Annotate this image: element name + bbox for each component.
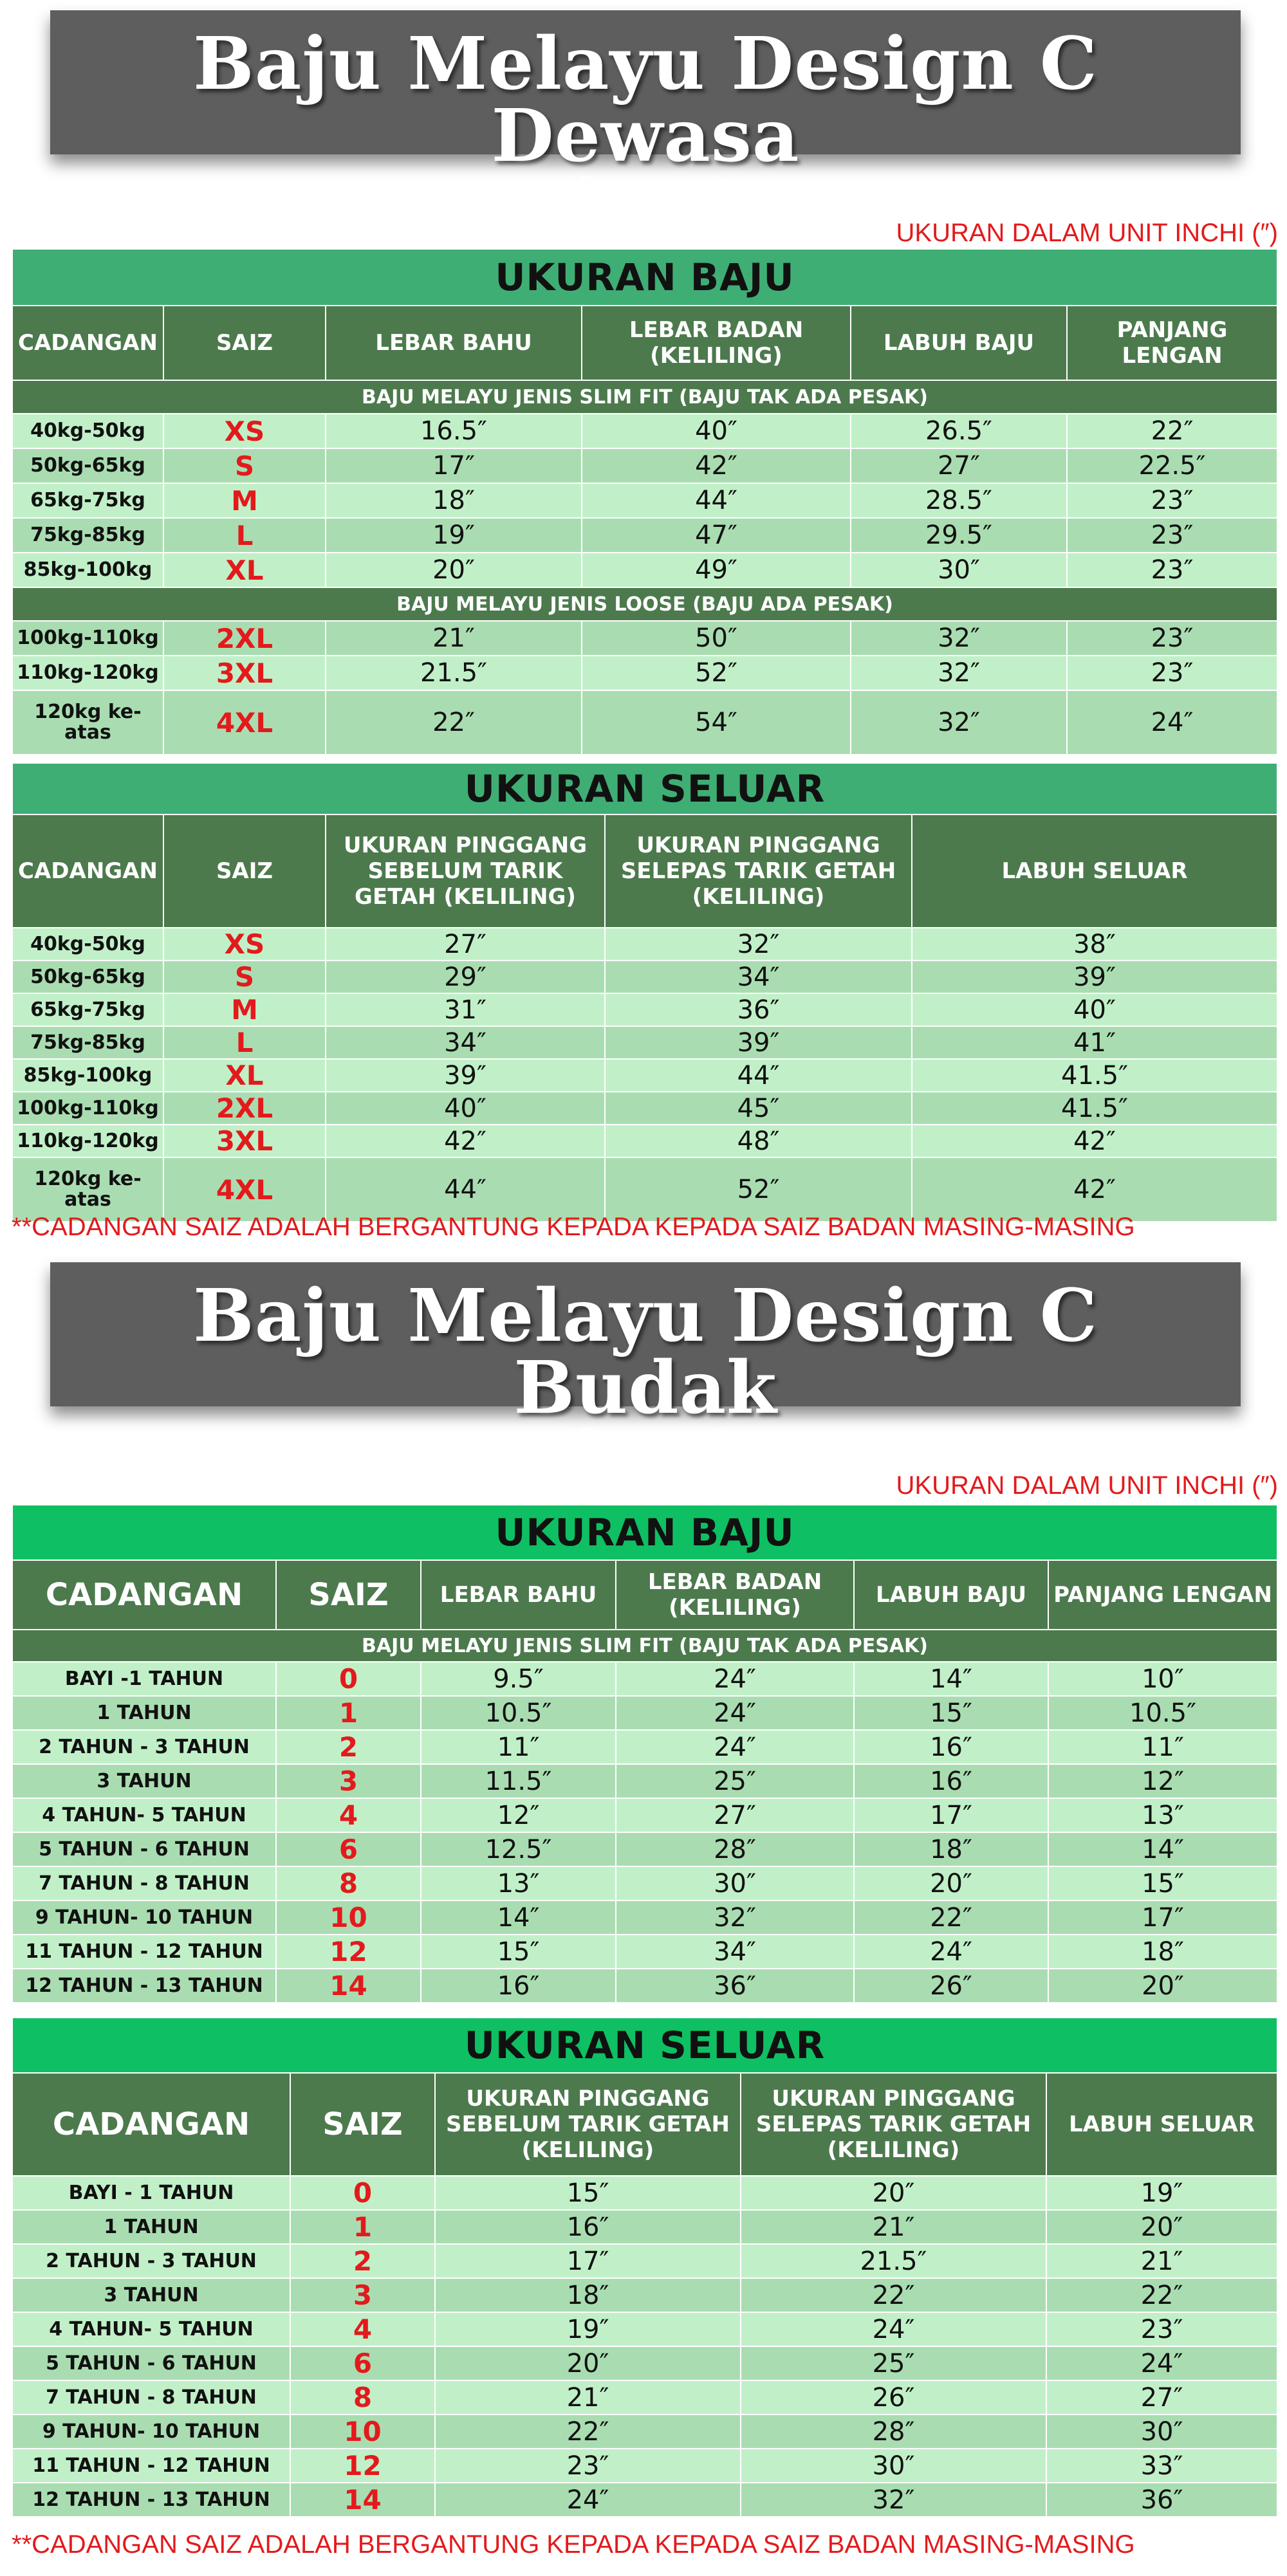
adult-title: Baju Melayu Design C Dewasa [193,22,1098,178]
table-title-row [12,2018,1277,2073]
measurement-cell: 14″ [854,1662,1048,1696]
adult-seluar-table [12,762,1278,1222]
size-recommendation-cell: 4 TAHUN- 5 TAHUN [12,1798,276,1832]
size-recommendation-cell: 4 TAHUN- 5 TAHUN [12,2312,290,2346]
size-code-cell: 4 [290,2312,435,2346]
adult-title-banner [50,10,1241,201]
measurement-cell: 11.5″ [421,1764,616,1798]
size-code-cell: 2 [290,2244,435,2278]
table-row [12,1662,1277,1696]
column-header: SAIZ [163,306,326,380]
size-recommendation-cell: 5 TAHUN - 6 TAHUN [12,1832,276,1866]
size-code-cell: 1 [290,2210,435,2244]
measurement-cell: 24″ [741,2312,1046,2346]
measurement-cell: 29.5″ [851,518,1067,553]
table-row [12,448,1277,483]
table-row [12,2210,1277,2244]
subsection-row [12,1630,1277,1662]
measurement-cell: 36″ [616,1969,854,2003]
measurement-cell: 10″ [1048,1662,1277,1696]
measurement-cell: 15″ [435,2176,741,2210]
measurement-cell: 52″ [605,1157,912,1222]
table-row [12,553,1277,587]
measurement-cell: 29″ [326,961,605,993]
table-title: UKURAN SELUAR [12,2018,1277,2073]
measurement-cell: 17″ [854,1798,1048,1832]
table-header-row [12,814,1277,928]
measurement-cell: 23″ [435,2449,741,2483]
size-recommendation-cell: 50kg-65kg [12,448,163,483]
table-row [12,2415,1277,2449]
measurement-cell: 16″ [435,2210,741,2244]
size-code-cell: 14 [276,1969,421,2003]
size-recommendation-cell: 85kg-100kg [12,1059,163,1092]
size-code-cell: XS [163,414,326,448]
size-code-cell: 4XL [163,1157,326,1222]
column-header: LABUH BAJU [854,1560,1048,1630]
measurement-cell: 13″ [421,1866,616,1900]
size-code-cell: 4XL [163,690,326,755]
measurement-cell: 22″ [435,2415,741,2449]
measurement-cell: 22″ [1067,414,1277,448]
measurement-cell: 49″ [582,553,851,587]
measurement-cell: 23″ [1067,483,1277,518]
measurement-cell: 45″ [605,1092,912,1125]
measurement-cell: 22″ [741,2278,1046,2312]
column-header: CADANGAN [12,306,163,380]
measurement-cell: 30″ [741,2449,1046,2483]
measurement-cell: 24″ [616,1696,854,1730]
measurement-cell: 18″ [435,2278,741,2312]
table-row [12,656,1277,690]
measurement-cell: 42″ [582,448,851,483]
table-row [12,2312,1277,2346]
measurement-cell: 23″ [1067,518,1277,553]
measurement-cell: 42″ [912,1157,1277,1222]
size-recommendation-cell: 100kg-110kg [12,1092,163,1125]
size-code-cell: 3 [276,1764,421,1798]
measurement-cell: 32″ [605,928,912,961]
measurement-cell: 21″ [435,2380,741,2415]
table-row [12,2380,1277,2415]
measurement-cell: 44″ [605,1059,912,1092]
size-code-cell: 12 [290,2449,435,2483]
size-code-cell: 12 [276,1935,421,1969]
column-header: SAIZ [290,2073,435,2176]
measurement-cell: 10.5″ [421,1696,616,1730]
table-row [12,2346,1277,2380]
size-code-cell: 2XL [163,621,326,656]
size-recommendation-cell: 110kg-120kg [12,656,163,690]
subsection-label: BAJU MELAYU JENIS SLIM FIT (BAJU TAK ADA PESAK) [12,1630,1277,1662]
column-header: LABUH BAJU [851,306,1067,380]
measurement-cell: 42″ [912,1125,1277,1157]
size-code-cell: M [163,993,326,1026]
size-recommendation-cell: 40kg-50kg [12,928,163,961]
measurement-cell: 20″ [1046,2210,1277,2244]
measurement-cell: 50″ [582,621,851,656]
measurement-cell: 24″ [1046,2346,1277,2380]
measurement-cell: 20″ [1048,1969,1277,2003]
measurement-cell: 26″ [741,2380,1046,2415]
measurement-cell: 27″ [616,1798,854,1832]
column-header: LEBAR BADAN (KELILING) [616,1560,854,1630]
measurement-cell: 19″ [435,2312,741,2346]
measurement-cell: 30″ [1046,2415,1277,2449]
measurement-cell: 39″ [912,961,1277,993]
kids-subtitle: (Sepasang) [564,1423,727,1453]
kids-title: Baju Melayu Design C Budak [193,1274,1098,1430]
kids-footnote: **CADANGAN SAIZ ADALAH BERGANTUNG KEPADA KEPADA SAIZ BADAN MASING-MASING [12,2530,1135,2559]
table-header-row [12,306,1277,380]
measurement-cell: 41.5″ [912,1092,1277,1125]
measurement-cell: 13″ [1048,1798,1277,1832]
measurement-cell: 20″ [326,553,582,587]
size-recommendation-cell: 1 TAHUN [12,2210,290,2244]
table-row [12,928,1277,961]
kids-title-banner [50,1262,1241,1453]
measurement-cell: 25″ [616,1764,854,1798]
size-code-cell: 0 [276,1662,421,1696]
size-recommendation-cell: 7 TAHUN - 8 TAHUN [12,1866,276,1900]
table-row [12,1125,1277,1157]
measurement-cell: 34″ [616,1935,854,1969]
table-title-row [12,1505,1277,1560]
measurement-cell: 32″ [616,1900,854,1935]
subsection-label: BAJU MELAYU JENIS LOOSE (BAJU ADA PESAK) [12,587,1277,621]
table-row [12,483,1277,518]
measurement-cell: 40″ [326,1092,605,1125]
table-row [12,518,1277,553]
measurement-cell: 10.5″ [1048,1696,1277,1730]
table-row [12,1092,1277,1125]
size-code-cell: 0 [290,2176,435,2210]
column-header: LABUH SELUAR [912,814,1277,928]
table-row [12,2483,1277,2517]
measurement-cell: 32″ [851,656,1067,690]
table-row [12,1866,1277,1900]
measurement-cell: 18″ [1048,1935,1277,1969]
measurement-cell: 14″ [1048,1832,1277,1866]
size-code-cell: L [163,518,326,553]
size-recommendation-cell: 3 TAHUN [12,2278,290,2312]
column-header: UKURAN PINGGANG SELEPAS TARIK GETAH (KELILING) [605,814,912,928]
measurement-cell: 23″ [1067,621,1277,656]
measurement-cell: 30″ [616,1866,854,1900]
measurement-cell: 15″ [854,1696,1048,1730]
subsection-label: BAJU MELAYU JENIS SLIM FIT (BAJU TAK ADA PESAK) [12,380,1277,414]
size-recommendation-cell: 75kg-85kg [12,518,163,553]
size-recommendation-cell: 85kg-100kg [12,553,163,587]
measurement-cell: 30″ [851,553,1067,587]
measurement-cell: 24″ [854,1935,1048,1969]
column-header: CADANGAN [12,814,163,928]
measurement-cell: 28.5″ [851,483,1067,518]
size-code-cell: 14 [290,2483,435,2517]
size-recommendation-cell: 12 TAHUN - 13 TAHUN [12,1969,276,2003]
measurement-cell: 12″ [1048,1764,1277,1798]
measurement-cell: 15″ [1048,1866,1277,1900]
measurement-cell: 19″ [326,518,582,553]
column-header: UKURAN PINGGANG SELEPAS TARIK GETAH (KELILING) [741,2073,1046,2176]
size-recommendation-cell: 120kg ke-atas [12,690,163,755]
measurement-cell: 21.5″ [741,2244,1046,2278]
kids-baju-table [12,1504,1278,2003]
table-row [12,414,1277,448]
measurement-cell: 23″ [1046,2312,1277,2346]
measurement-cell: 44″ [326,1157,605,1222]
table-title-row [12,763,1277,814]
adult-unit-note: UKURAN DALAM UNIT INCHI (″) [896,219,1278,247]
measurement-cell: 26″ [854,1969,1048,2003]
size-recommendation-cell: 2 TAHUN - 3 TAHUN [12,1730,276,1764]
measurement-cell: 21″ [326,621,582,656]
measurement-cell: 48″ [605,1125,912,1157]
measurement-cell: 25″ [741,2346,1046,2380]
size-code-cell: XL [163,553,326,587]
measurement-cell: 41″ [912,1026,1277,1059]
size-code-cell: S [163,448,326,483]
size-recommendation-cell: 120kg ke-atas [12,1157,163,1222]
measurement-cell: 24″ [435,2483,741,2517]
table-row [12,1798,1277,1832]
measurement-cell: 27″ [851,448,1067,483]
measurement-cell: 9.5″ [421,1662,616,1696]
size-code-cell: 3XL [163,656,326,690]
size-code-cell: 1 [276,1696,421,1730]
size-recommendation-cell: 50kg-65kg [12,961,163,993]
column-header: LABUH SELUAR [1046,2073,1277,2176]
table-row [12,1900,1277,1935]
table-title: UKURAN BAJU [12,249,1277,306]
size-recommendation-cell: 3 TAHUN [12,1764,276,1798]
size-code-cell: 8 [276,1866,421,1900]
measurement-cell: 36″ [1046,2483,1277,2517]
table-header-row [12,2073,1277,2176]
measurement-cell: 20″ [854,1866,1048,1900]
measurement-cell: 24″ [616,1662,854,1696]
measurement-cell: 32″ [741,2483,1046,2517]
table-header-row [12,1560,1277,1630]
measurement-cell: 22″ [1046,2278,1277,2312]
size-code-cell: M [163,483,326,518]
measurement-cell: 40″ [912,993,1277,1026]
measurement-cell: 16″ [854,1730,1048,1764]
size-code-cell: 10 [276,1900,421,1935]
measurement-cell: 42″ [326,1125,605,1157]
column-header: UKURAN PINGGANG SEBELUM TARIK GETAH (KELILING) [326,814,605,928]
column-header: UKURAN PINGGANG SEBELUM TARIK GETAH (KELILING) [435,2073,741,2176]
size-recommendation-cell: 40kg-50kg [12,414,163,448]
measurement-cell: 16″ [421,1969,616,2003]
size-recommendation-cell: 65kg-75kg [12,483,163,518]
measurement-cell: 27″ [326,928,605,961]
subsection-row [12,380,1277,414]
column-header: PANJANG LENGAN [1067,306,1277,380]
table-title: UKURAN BAJU [12,1505,1277,1560]
measurement-cell: 26.5″ [851,414,1067,448]
measurement-cell: 39″ [605,1026,912,1059]
column-header: SAIZ [276,1560,421,1630]
table-row [12,1696,1277,1730]
measurement-cell: 44″ [582,483,851,518]
size-code-cell: 6 [290,2346,435,2380]
measurement-cell: 22″ [854,1900,1048,1935]
measurement-cell: 17″ [326,448,582,483]
table-row [12,1764,1277,1798]
measurement-cell: 24″ [616,1730,854,1764]
size-code-cell: 3XL [163,1125,326,1157]
measurement-cell: 17″ [1048,1900,1277,1935]
column-header: LEBAR BAHU [421,1560,616,1630]
measurement-cell: 12.5″ [421,1832,616,1866]
table-row [12,1026,1277,1059]
measurement-cell: 22.5″ [1067,448,1277,483]
size-code-cell: 2XL [163,1092,326,1125]
table-row [12,961,1277,993]
size-recommendation-cell: BAYI - 1 TAHUN [12,2176,290,2210]
column-header: SAIZ [163,814,326,928]
size-recommendation-cell: 100kg-110kg [12,621,163,656]
table-row [12,2176,1277,2210]
size-recommendation-cell: 110kg-120kg [12,1125,163,1157]
measurement-cell: 24″ [1067,690,1277,755]
subsection-row [12,587,1277,621]
table-row [12,1157,1277,1222]
size-recommendation-cell: 1 TAHUN [12,1696,276,1730]
measurement-cell: 31″ [326,993,605,1026]
measurement-cell: 18″ [854,1832,1048,1866]
table-row [12,1969,1277,2003]
kids-unit-note: UKURAN DALAM UNIT INCHI (″) [896,1471,1278,1500]
measurement-cell: 34″ [326,1026,605,1059]
size-recommendation-cell: 7 TAHUN - 8 TAHUN [12,2380,290,2415]
measurement-cell: 14″ [421,1900,616,1935]
table-row [12,1832,1277,1866]
measurement-cell: 23″ [1067,656,1277,690]
table-title: UKURAN SELUAR [12,763,1277,814]
column-header: PANJANG LENGAN [1048,1560,1277,1630]
table-row [12,993,1277,1026]
size-recommendation-cell: BAYI -1 TAHUN [12,1662,276,1696]
measurement-cell: 12″ [421,1798,616,1832]
table-row [12,1059,1277,1092]
measurement-cell: 17″ [435,2244,741,2278]
column-header: LEBAR BAHU [326,306,582,380]
kids-seluar-table [12,2017,1278,2517]
measurement-cell: 28″ [741,2415,1046,2449]
measurement-cell: 54″ [582,690,851,755]
size-recommendation-cell: 2 TAHUN - 3 TAHUN [12,2244,290,2278]
size-code-cell: 6 [276,1832,421,1866]
column-header: CADANGAN [12,1560,276,1630]
column-header: CADANGAN [12,2073,290,2176]
measurement-cell: 22″ [326,690,582,755]
size-recommendation-cell: 75kg-85kg [12,1026,163,1059]
table-row [12,1935,1277,1969]
measurement-cell: 19″ [1046,2176,1277,2210]
measurement-cell: 34″ [605,961,912,993]
measurement-cell: 21.5″ [326,656,582,690]
table-title-row [12,249,1277,306]
table-row [12,2449,1277,2483]
measurement-cell: 16.5″ [326,414,582,448]
table-row [12,2244,1277,2278]
measurement-cell: 39″ [326,1059,605,1092]
measurement-cell: 40″ [582,414,851,448]
measurement-cell: 21″ [741,2210,1046,2244]
adult-footnote: **CADANGAN SAIZ ADALAH BERGANTUNG KEPADA KEPADA SAIZ BADAN MASING-MASING [12,1213,1135,1241]
measurement-cell: 33″ [1046,2449,1277,2483]
measurement-cell: 23″ [1067,553,1277,587]
size-recommendation-cell: 11 TAHUN - 12 TAHUN [12,2449,290,2483]
adult-baju-table [12,248,1278,755]
measurement-cell: 11″ [421,1730,616,1764]
size-code-cell: 8 [290,2380,435,2415]
table-row [12,2278,1277,2312]
table-row [12,690,1277,755]
measurement-cell: 52″ [582,656,851,690]
size-code-cell: S [163,961,326,993]
measurement-cell: 28″ [616,1832,854,1866]
measurement-cell: 18″ [326,483,582,518]
size-recommendation-cell: 11 TAHUN - 12 TAHUN [12,1935,276,1969]
size-code-cell: L [163,1026,326,1059]
measurement-cell: 32″ [851,690,1067,755]
size-recommendation-cell: 9 TAHUN- 10 TAHUN [12,2415,290,2449]
table-row [12,621,1277,656]
size-recommendation-cell: 65kg-75kg [12,993,163,1026]
size-recommendation-cell: 5 TAHUN - 6 TAHUN [12,2346,290,2380]
size-recommendation-cell: 12 TAHUN - 13 TAHUN [12,2483,290,2517]
measurement-cell: 16″ [854,1764,1048,1798]
measurement-cell: 47″ [582,518,851,553]
adult-subtitle: (Sepasang) [564,171,727,201]
table-row [12,1730,1277,1764]
measurement-cell: 41.5″ [912,1059,1277,1092]
measurement-cell: 32″ [851,621,1067,656]
measurement-cell: 27″ [1046,2380,1277,2415]
measurement-cell: 20″ [435,2346,741,2380]
size-code-cell: 2 [276,1730,421,1764]
measurement-cell: 36″ [605,993,912,1026]
measurement-cell: 21″ [1046,2244,1277,2278]
measurement-cell: 15″ [421,1935,616,1969]
size-code-cell: XS [163,928,326,961]
measurement-cell: 20″ [741,2176,1046,2210]
column-header: LEBAR BADAN (KELILING) [582,306,851,380]
measurement-cell: 11″ [1048,1730,1277,1764]
size-code-cell: 3 [290,2278,435,2312]
size-code-cell: 4 [276,1798,421,1832]
measurement-cell: 38″ [912,928,1277,961]
size-recommendation-cell: 9 TAHUN- 10 TAHUN [12,1900,276,1935]
size-code-cell: 10 [290,2415,435,2449]
size-code-cell: XL [163,1059,326,1092]
